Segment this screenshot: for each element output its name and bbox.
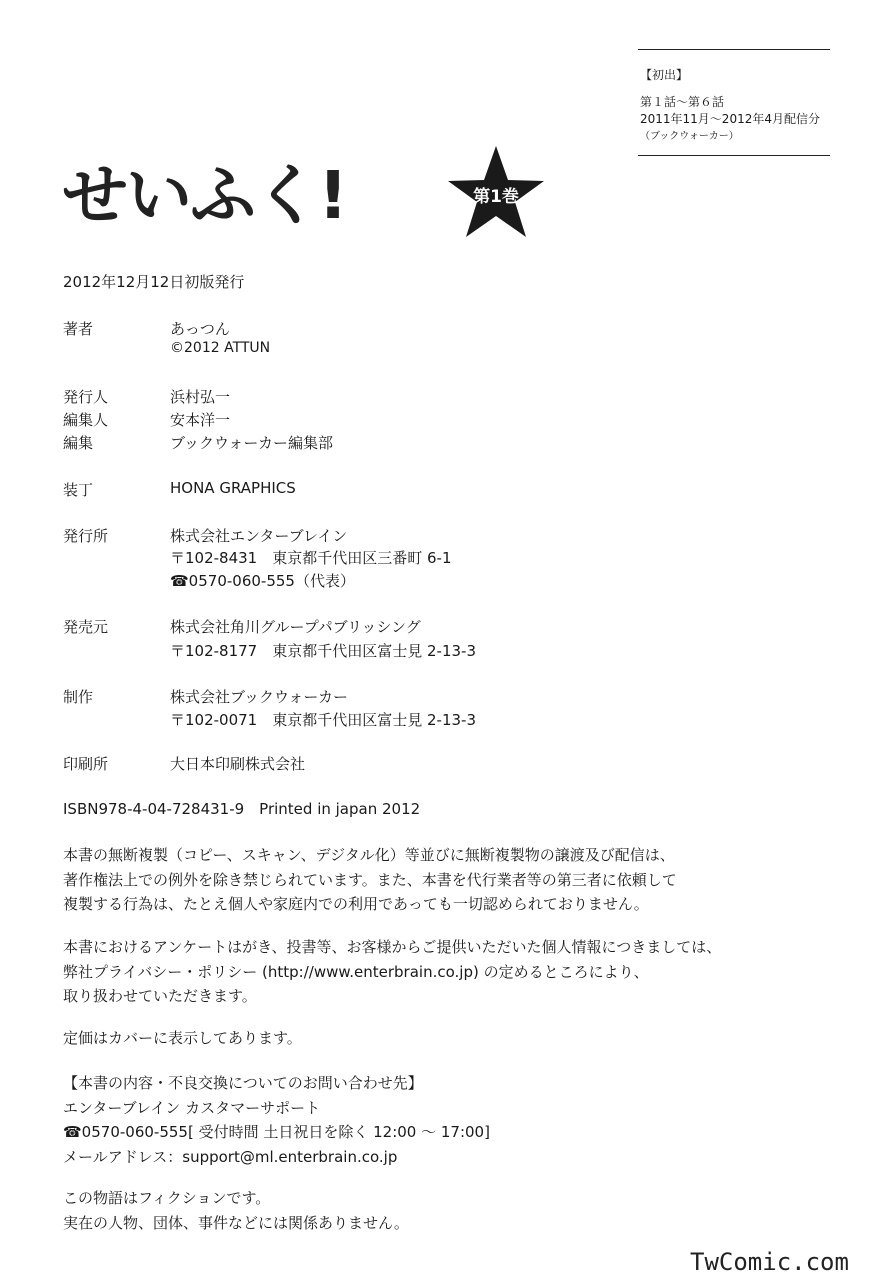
contact-block — [63, 1071, 490, 1169]
distributor-address: 〒102-8177 東京都千代田区富士見 2-13-3 — [170, 642, 476, 660]
author-name: あっつん — [170, 320, 230, 338]
isbn-line: ISBN978-4-04-728431-9 Printed in japan 2012 — [63, 800, 421, 818]
issuer-company: 株式会社エンターブレイン — [170, 527, 348, 545]
publication-date: 2012年12月12日初版発行 — [63, 273, 245, 291]
editing-value: ブックウォーカー編集部 — [170, 434, 334, 452]
author-copyright: ©2012 ATTUN — [170, 340, 271, 356]
copy-notice-line: 複製する行為は、たとえ個人や家庭内での利用であっても一切認められておりません。 — [63, 895, 649, 913]
distributor-company: 株式会社角川グループパブリッシング — [170, 618, 421, 636]
copy-notice-line: 著作権法上での例外を除き禁じられています。また、本書を代行業者等の第三者に依頼して — [63, 870, 677, 889]
fiction-notice-line: この物語はフィクションです。 — [63, 1189, 271, 1207]
watermark: TwComic.com — [690, 1248, 849, 1276]
issuer-phone: ☎0570-060-555（代表） — [170, 572, 355, 590]
editor-person-value: 安本洋一 — [170, 411, 231, 429]
copy-notice — [63, 843, 677, 917]
issuer-address: 〒102-8431 東京都千代田区三番町 6-1 — [170, 549, 452, 567]
volume-label: 第1巻 — [473, 187, 519, 207]
distributor-label: 発売元 — [63, 618, 109, 636]
first-pub-heading: 【初出】 — [640, 68, 689, 82]
copy-notice-line: 本書の無断複製（コピー、スキャン、デジタル化）等並びに無断複製物の譲渡及び配信は、 — [63, 846, 675, 864]
contact-heading: 【本書の内容・不良交換についてのお問い合わせ先】 — [63, 1074, 423, 1092]
contact-phone: ☎0570-060-555[ 受付時間 土日祝日を除く 12:00 ～ 17:00] — [63, 1123, 490, 1141]
author-label: 著者 — [63, 320, 94, 338]
production-address: 〒102-0071 東京都千代田区富士見 2-13-3 — [170, 711, 476, 729]
contact-email: メールアドレス：support@ml.enterbrain.co.jp — [63, 1147, 398, 1166]
volume-star-badge — [446, 144, 546, 244]
publisher-value: 浜村弘一 — [170, 388, 231, 406]
first-pub-period: 2011年11月～2012年4月配信分 — [640, 112, 820, 126]
fiction-notice-line: 実在の人物、団体、事件などには関係ありません。 — [63, 1213, 409, 1232]
design-value: HONA GRAPHICS — [170, 479, 296, 497]
issuer-label: 発行所 — [63, 527, 109, 545]
privacy-notice-line: 弊社プライバシー・ポリシー (http://www.enterbrain.co.jp) の定めるところにより、 — [63, 962, 649, 981]
privacy-notice-line: 取り扱わせていただきます。 — [63, 987, 257, 1005]
design-label: 装丁 — [63, 481, 94, 499]
printer-value: 大日本印刷株式会社 — [170, 755, 306, 773]
fiction-notice — [63, 1186, 409, 1235]
editing-label: 編集 — [63, 434, 94, 452]
printer-label: 印刷所 — [63, 755, 109, 773]
publisher-label: 発行人 — [63, 388, 109, 406]
price-notice: 定価はカバーに表示してあります。 — [63, 1029, 302, 1047]
title-logo: せいふく! — [62, 157, 347, 234]
production-company: 株式会社ブックウォーカー — [170, 688, 349, 706]
first-pub-top-rule — [638, 49, 830, 50]
production-label: 制作 — [63, 688, 94, 706]
editor-person-label: 編集人 — [63, 411, 109, 429]
privacy-notice — [63, 935, 721, 1009]
first-pub-bottom-rule — [638, 155, 830, 156]
first-pub-episodes: 第１話～第６話 — [640, 95, 725, 109]
privacy-notice-line: 本書におけるアンケートはがき、投書等、お客様からご提供いただいた個人情報につきましては、 — [63, 938, 722, 956]
first-pub-platform: （ブックウォーカー） — [640, 131, 739, 142]
contact-line: エンターブレイン カスタマーサポート — [63, 1098, 321, 1117]
